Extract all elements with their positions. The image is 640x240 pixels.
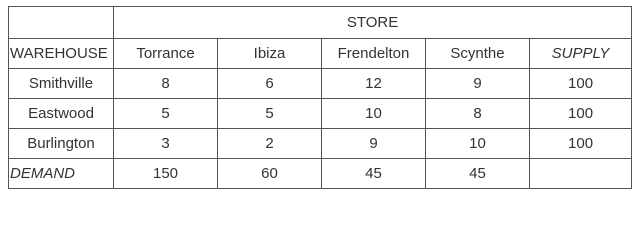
table-row xyxy=(9,129,632,159)
column-header-torrance: Torrance xyxy=(114,39,218,69)
column-header-scynthe: Scynthe xyxy=(426,39,530,69)
demand-row xyxy=(9,159,632,189)
cost-cell: 8 xyxy=(426,99,530,129)
demand-cell: 45 xyxy=(322,159,426,189)
demand-cell: 150 xyxy=(114,159,218,189)
table-row xyxy=(9,69,632,99)
corner-cell xyxy=(9,7,114,39)
table-row xyxy=(9,99,632,129)
demand-cell: 60 xyxy=(218,159,322,189)
column-header-row xyxy=(9,39,632,69)
column-header-frendelton: Frendelton xyxy=(322,39,426,69)
store-group-header: STORE xyxy=(114,7,632,39)
table-title-row xyxy=(9,7,632,39)
column-header-ibiza: Ibiza xyxy=(218,39,322,69)
cost-cell: 10 xyxy=(322,99,426,129)
demand-cell: 45 xyxy=(426,159,530,189)
empty-cell xyxy=(530,159,632,189)
cost-cell: 12 xyxy=(322,69,426,99)
cost-cell: 9 xyxy=(426,69,530,99)
demand-label: DEMAND xyxy=(9,159,114,189)
cost-cell: 10 xyxy=(426,129,530,159)
warehouse-name: Smithville xyxy=(9,69,114,99)
cost-cell: 5 xyxy=(114,99,218,129)
warehouse-header: WAREHOUSE xyxy=(9,39,114,69)
supply-cell: 100 xyxy=(530,129,632,159)
supply-cell: 100 xyxy=(530,69,632,99)
warehouse-name: Eastwood xyxy=(9,99,114,129)
cost-cell: 6 xyxy=(218,69,322,99)
cost-cell: 9 xyxy=(322,129,426,159)
transportation-table xyxy=(8,6,632,189)
supply-header: SUPPLY xyxy=(530,39,632,69)
warehouse-name: Burlington xyxy=(9,129,114,159)
cost-cell: 2 xyxy=(218,129,322,159)
cost-cell: 3 xyxy=(114,129,218,159)
supply-cell: 100 xyxy=(530,99,632,129)
cost-cell: 5 xyxy=(218,99,322,129)
cost-cell: 8 xyxy=(114,69,218,99)
